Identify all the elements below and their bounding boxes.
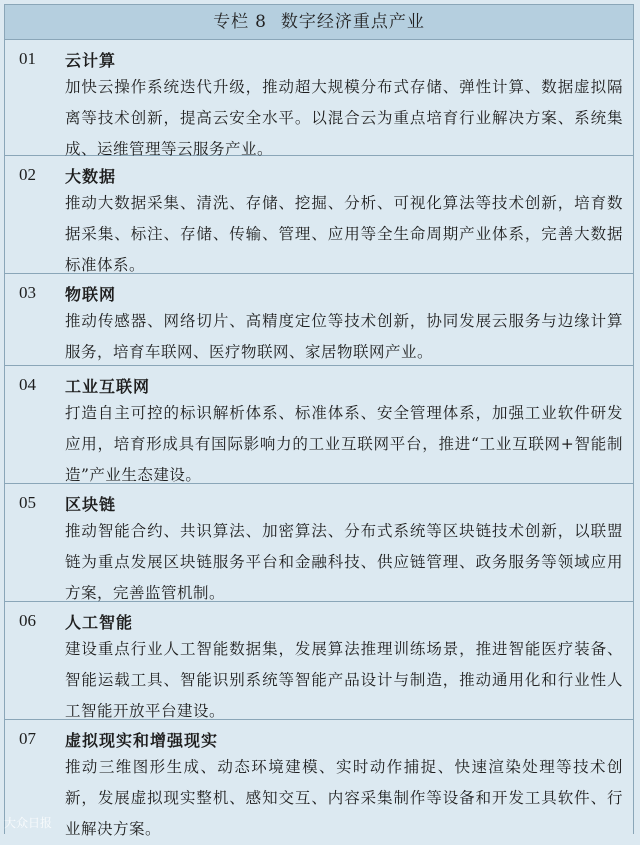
section-cloud-computing [5,40,633,156]
section-industrial-internet [5,366,633,484]
section-iot [5,274,633,366]
section-body: 加快云操作系统迭代升级，推动超大规模分布式存储、弹性计算、数据虚拟隔离等技术创新，提高云安全水平。以混合云为重点培育行业解决方案、系统集成、运维管理等云服务产业。 [65,78,623,158]
section-number: 05 [19,493,36,512]
section-number: 01 [19,49,36,68]
section-big-data [5,156,633,274]
section-number: 03 [19,283,36,302]
section-body: 打造自主可控的标识解析体系、标准体系、安全管理体系，加强工业软件研发应用，培育形成具有国际影响力的工业互联网平台，推进“工业互联网+智能制造”产业生态建设。 [65,404,623,484]
section-number: 02 [19,165,36,184]
section-vr-ar [5,720,633,836]
watermark: 大众日报 [4,816,53,830]
section-artificial-intelligence [5,602,633,720]
section-title: 云计算 [65,50,117,70]
section-title: 大数据 [65,166,117,186]
box-title-number: 8 [255,12,267,32]
section-blockchain [5,484,633,602]
feature-box [4,4,634,838]
box-title [5,5,633,40]
section-number: 04 [19,375,36,394]
section-title: 人工智能 [65,612,134,632]
section-body: 推动三维图形生成、动态环境建模、实时动作捕捉、快速渲染处理等技术创新，发展虚拟现实整机、感知交互、内容采集制作等设备和开发工具软件、行业解决方案。 [65,758,623,838]
box-title-prefix: 专栏 [213,12,250,32]
section-title: 虚拟现实和增强现实 [65,730,219,750]
section-body: 推动智能合约、共识算法、加密算法、分布式系统等区块链技术创新，以联盟链为重点发展区块链服务平台和金融科技、供应链管理、政务服务等领域应用方案，完善监管机制。 [65,522,623,602]
section-body: 推动传感器、网络切片、高精度定位等技术创新，协同发展云服务与边缘计算服务，培育车联网、医疗物联网、家居物联网产业。 [65,312,623,361]
section-body: 建设重点行业人工智能数据集，发展算法推理训练场景，推进智能医疗装备、智能运载工具、智能识别系统等智能产品设计与制造，推动通用化和行业性人工智能开放平台建设。 [65,640,623,720]
section-body: 推动大数据采集、清洗、存储、挖掘、分析、可视化算法等技术创新，培育数据采集、标注、存储、传输、管理、应用等全生命周期产业体系，完善大数据标准体系。 [65,194,623,274]
box-title-text: 数字经济重点产业 [280,12,425,32]
section-title: 工业互联网 [65,376,151,396]
section-title: 物联网 [65,284,117,304]
section-number: 06 [19,611,36,630]
section-number: 07 [19,729,36,748]
section-title: 区块链 [65,494,117,514]
